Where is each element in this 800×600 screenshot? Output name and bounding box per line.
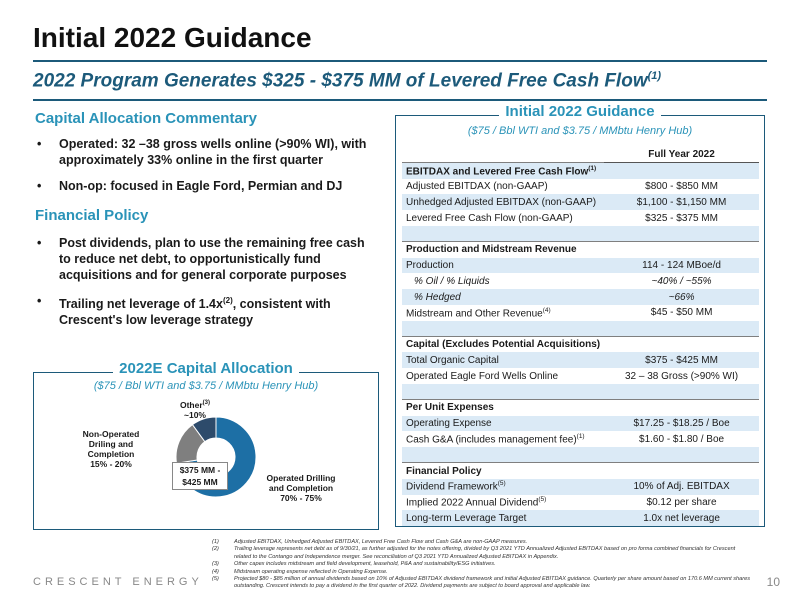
row-value: $45 - $50 MM bbox=[604, 305, 759, 321]
footnotes bbox=[212, 539, 752, 591]
section-header-row bbox=[402, 400, 759, 416]
capital-allocation-heading: Capital Allocation Commentary bbox=[35, 110, 257, 127]
section-header: EBITDAX and Levered Free Cash Flow$^{(1)}$ bbox=[402, 163, 604, 179]
pie-center-label: $375 MM - $425 MM bbox=[172, 462, 228, 490]
section-header-row bbox=[402, 242, 759, 258]
row-label: Unhedged Adjusted EBITDAX (non-GAAP) bbox=[402, 194, 604, 210]
table-row bbox=[402, 210, 759, 226]
row-value: ~40% / ~55% bbox=[604, 273, 759, 289]
table-row bbox=[402, 289, 759, 305]
bullet-non-op: • Non-op: focused in Eagle Ford, Permian and DJ bbox=[35, 178, 375, 194]
row-value: 114 - 124 MBoe/d bbox=[604, 258, 759, 274]
guidance-title: Initial 2022 Guidance bbox=[396, 103, 764, 120]
subtitle-divider bbox=[33, 99, 767, 101]
table-row bbox=[402, 273, 759, 289]
spacer-row bbox=[402, 447, 759, 463]
table-row bbox=[402, 305, 759, 321]
row-label: % Hedged bbox=[402, 289, 604, 305]
table-row bbox=[402, 479, 759, 495]
section-header-value bbox=[604, 337, 759, 353]
footnote bbox=[212, 569, 752, 576]
section-header-value bbox=[604, 400, 759, 416]
row-label: Implied 2022 Annual Dividend$^{(5)}$ bbox=[402, 495, 604, 511]
spacer-row bbox=[402, 226, 759, 242]
table-row bbox=[402, 352, 759, 368]
table-row bbox=[402, 368, 759, 384]
capital-allocation-bullets bbox=[35, 136, 375, 204]
row-label: Levered Free Cash Flow (non-GAAP) bbox=[402, 210, 604, 226]
row-label: Cash G&A (includes management fee)$^{(1)}$ bbox=[402, 431, 604, 447]
column-header-blank bbox=[402, 147, 604, 163]
spacer-cell bbox=[402, 321, 604, 337]
guidance-panel bbox=[395, 103, 765, 527]
spacer-cell bbox=[604, 447, 759, 463]
section-header: Production and Midstream Revenue bbox=[402, 242, 604, 258]
spacer-row bbox=[402, 321, 759, 337]
row-label: Total Organic Capital bbox=[402, 352, 604, 368]
footnote bbox=[212, 561, 752, 568]
footnote-text: Projected $80 - $85 million of annual dividends based on 10% of Adjusted EBITDAX dividend framework and initial Adjusted EBITDAX guidance. Quarterly per share amount based on 170.6 MM current shares outstanding. Crescent intends to pay a dividend in the first quarter of 2022. Dividend payments are subject to board approval and applicable law. bbox=[234, 576, 751, 590]
page-number: 10 bbox=[766, 575, 780, 589]
spacer-cell bbox=[604, 384, 759, 400]
table-row bbox=[402, 495, 759, 511]
row-value: $800 - $850 MM bbox=[604, 179, 759, 195]
pie-label-operated: Operated Drilling and Completion 70% - 75% bbox=[266, 473, 336, 503]
table-row bbox=[402, 179, 759, 195]
footnote-text: Other capex includes midstream and field development, leasehold, P&A and sustainability/ESG initiatives. bbox=[234, 561, 496, 568]
financial-policy-bullets bbox=[35, 235, 375, 338]
section-header: Financial Policy bbox=[402, 463, 604, 479]
subtitle-footnote-ref: (1) bbox=[647, 70, 662, 82]
row-label: % Oil / % Liquids bbox=[402, 273, 604, 289]
row-label: Production bbox=[402, 258, 604, 274]
row-label: Operated Eagle Ford Wells Online bbox=[402, 368, 604, 384]
page-subtitle: 2022 Program Generates $325 - $375 MM of Levered Free Cash Flow$^{(1)}$ bbox=[33, 70, 662, 92]
row-value: $375 - $425 MM bbox=[604, 352, 759, 368]
section-header: Capital (Excludes Potential Acquisitions) bbox=[402, 337, 604, 353]
row-label: Dividend Framework$^{(5)}$ bbox=[402, 479, 604, 495]
footnote-text: Midstream operating expense reflected in Operating Expense. bbox=[234, 568, 388, 575]
title-divider bbox=[33, 60, 767, 62]
row-value: $17.25 - $18.25 / Boe bbox=[604, 416, 759, 432]
row-value: $0.12 per share bbox=[604, 495, 759, 511]
financial-policy-heading: Financial Policy bbox=[35, 207, 149, 224]
table-row bbox=[402, 194, 759, 210]
row-value: $1.60 - $1.80 / Boe bbox=[604, 431, 759, 447]
spacer-cell bbox=[402, 384, 604, 400]
row-label: Operating Expense bbox=[402, 416, 604, 432]
footnote-number: (4) bbox=[212, 568, 219, 575]
pie-label-non-operated: Non-Operated Driling and Completion 15% - 20% bbox=[82, 429, 140, 469]
capital-allocation-chart-panel bbox=[33, 360, 379, 530]
brand-logo: CRESCENT ENERGY bbox=[33, 576, 203, 588]
guidance-subtitle: ($75 / Bbl WTI and $3.75 / MMbtu Henry Hub) bbox=[467, 125, 693, 137]
spacer-cell bbox=[604, 321, 759, 337]
table-row bbox=[402, 258, 759, 274]
allocation-chart-subtitle: ($75 / Bbl WTI and $3.75 / MMbtu Henry Hub) bbox=[93, 380, 319, 392]
footnote bbox=[212, 546, 752, 561]
bullet-leverage: • Trailing net leverage of $1.4x^{(2)}$, consistent with Crescent's low leverage strategy bbox=[35, 293, 375, 328]
section-header-row bbox=[402, 163, 759, 179]
footnote bbox=[212, 539, 752, 546]
spacer-cell bbox=[402, 226, 604, 242]
footnote-text: Trailing leverage represents net debt as of 9/30/21, as further adjusted for the notes offering, divided by Q3 2021 YTD Annualized Adjusted EBITDAX based on pro forma combined financials for Crescent related to the Contango and Independence merger. See reconciliation of Q3 2021 YTD Annualized Adjusted EBITDAX in Appendix. bbox=[234, 546, 736, 560]
section-header-value bbox=[604, 242, 759, 258]
footnote-number: (2) bbox=[212, 546, 219, 553]
column-header-row bbox=[402, 147, 759, 163]
row-label: Long-term Leverage Target bbox=[402, 510, 604, 526]
bullet-operated: • Operated: 32 –38 gross wells online (>90% WI), with approximately 33% online in the first quarter bbox=[35, 136, 375, 168]
section-header-value bbox=[604, 163, 759, 179]
section-header-row bbox=[402, 463, 759, 479]
spacer-row bbox=[402, 384, 759, 400]
section-header: Per Unit Expenses bbox=[402, 400, 604, 416]
allocation-chart-title: 2022E Capital Allocation bbox=[34, 360, 378, 377]
section-header-value bbox=[604, 463, 759, 479]
row-value: 10% of Adj. EBITDAX bbox=[604, 479, 759, 495]
table-row bbox=[402, 416, 759, 432]
footnote-number: (3) bbox=[212, 561, 219, 568]
row-value: $1,100 - $1,150 MM bbox=[604, 194, 759, 210]
footnote bbox=[212, 576, 752, 591]
spacer-cell bbox=[604, 226, 759, 242]
row-value: 1.0x net leverage bbox=[604, 510, 759, 526]
guidance-table bbox=[402, 147, 759, 526]
column-header-full-year: Full Year 2022 bbox=[604, 147, 759, 163]
spacer-cell bbox=[402, 447, 604, 463]
page-title: Initial 2022 Guidance bbox=[33, 22, 312, 53]
footnote-number: (5) bbox=[212, 576, 219, 583]
footnote-text: Adjusted EBITDAX, Unhedged Adjusted EBITDAX, Levered Free Cash Flow and Cash G&A are non-GAAP measures. bbox=[234, 539, 528, 545]
bullet-dividends: • Post dividends, plan to use the remaining free cash to reduce net debt, to opportunistically fund acquisitions and for general corporate purposes bbox=[35, 235, 375, 283]
pie-label-other: Other$^{(3)}$ ~10% bbox=[179, 399, 210, 420]
section-header-row bbox=[402, 337, 759, 353]
row-value: 32 – 38 Gross (>90% WI) bbox=[604, 368, 759, 384]
table-row bbox=[402, 510, 759, 526]
row-value: ~66% bbox=[604, 289, 759, 305]
table-row bbox=[402, 431, 759, 447]
row-label: Adjusted EBITDAX (non-GAAP) bbox=[402, 179, 604, 195]
row-label: Midstream and Other Revenue$^{(4)}$ bbox=[402, 305, 604, 321]
footnote-number: (1) bbox=[212, 539, 219, 545]
row-value: $325 - $375 MM bbox=[604, 210, 759, 226]
